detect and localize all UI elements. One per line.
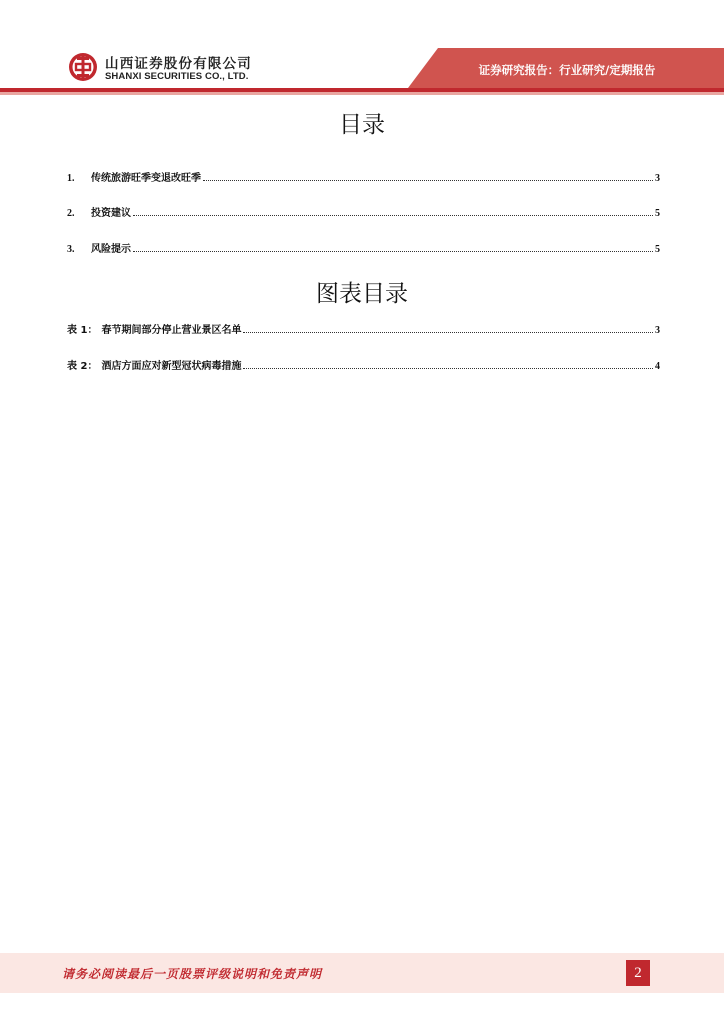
figure-entry-prefix: 表 2： [67,361,98,372]
toc-entry[interactable] [67,203,660,219]
toc-entry-page: 3 [655,173,660,184]
toc-entry-number: 3. [67,244,75,255]
company-name-en: SHANXI SECURITIES CO., LTD. [105,71,249,82]
page-footer [0,953,724,993]
figure-entry-text: 春节期间部分停止营业景区名单 [101,325,242,336]
leader-dots [243,368,653,369]
toc-entry-page: 5 [655,208,660,219]
report-type-label: 证券研究报告：行业研究/定期报告 [478,63,656,77]
toc-entry-text: 传统旅游旺季变退改旺季 [91,173,201,184]
figure-entry-text: 酒店方面应对新型冠状病毒措施 [101,361,242,372]
toc-entry-number: 1. [67,173,75,184]
toc-entry-page: 5 [655,244,660,255]
shanxi-securities-logo-icon [68,52,98,82]
leader-dots [133,251,653,252]
leader-dots [243,332,653,333]
figure-entry[interactable] [67,320,660,336]
leader-dots [203,180,653,181]
figure-entry[interactable] [67,356,660,372]
leader-dots [133,215,653,216]
disclaimer-text: 请务必阅读最后一页股票评级说明和免责声明 [62,967,323,981]
toc-entry-text: 风险提示 [91,244,131,255]
toc-entry-number: 2. [67,208,75,219]
header-band [0,0,724,100]
toc-title: 目录 [339,112,385,138]
figure-entry-page: 4 [655,361,660,372]
figure-entry-prefix: 表 1： [67,325,98,336]
page-number: 2 [626,960,650,986]
figure-list-title: 图表目录 [316,281,408,307]
company-name-cn: 山西证券股份有限公司 [105,56,252,72]
page-header [0,0,724,100]
figure-entry-page: 3 [655,325,660,336]
toc-entry[interactable] [67,239,660,255]
toc-entry[interactable] [67,168,660,184]
toc-entry-text: 投资建议 [91,208,131,219]
